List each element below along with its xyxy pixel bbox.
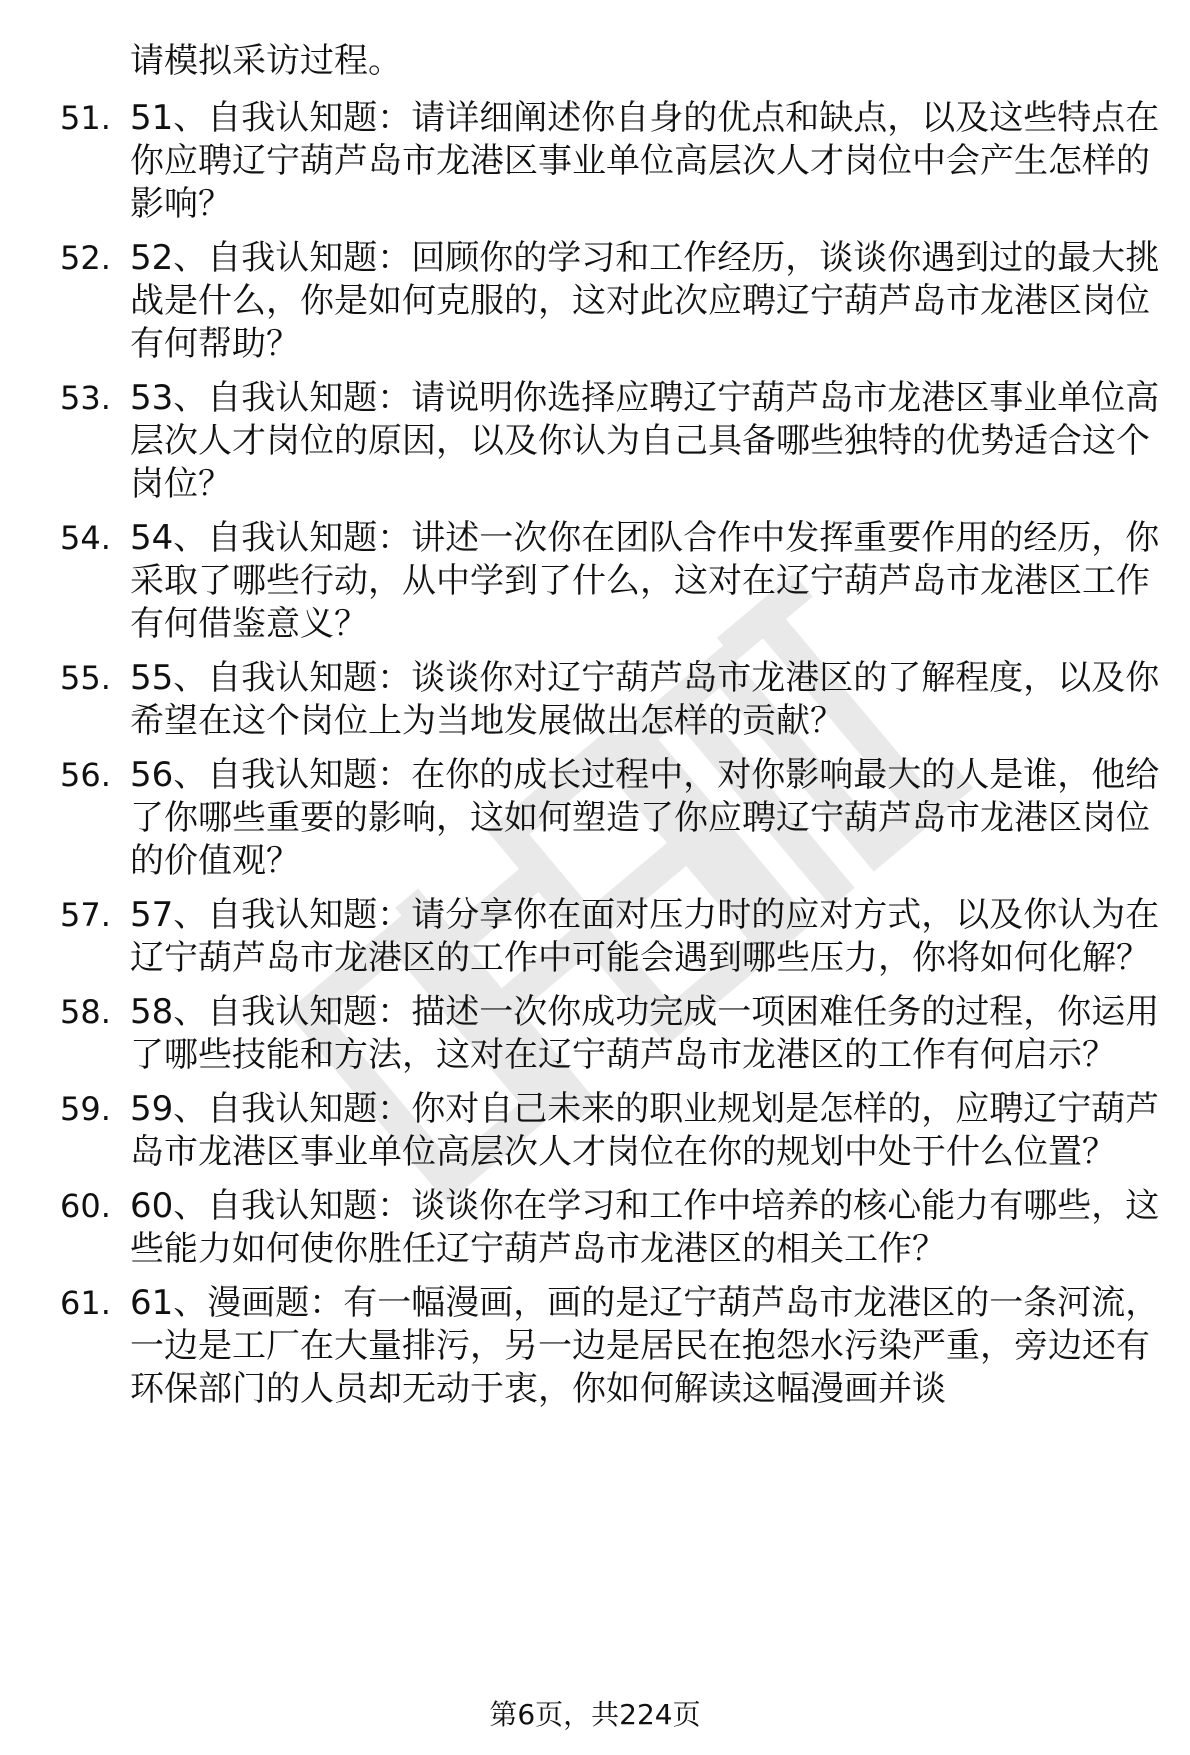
question-number: 61. (60, 1284, 111, 1322)
question-item (60, 894, 1160, 980)
question-item (60, 657, 1160, 743)
question-number: 59. (60, 1090, 111, 1128)
question-item (60, 1282, 1160, 1411)
question-item (60, 754, 1160, 883)
question-list (60, 97, 1160, 1411)
question-text: 53、自我认知题：请说明你选择应聘辽宁葫芦岛市龙港区事业单位高层次人才岗位的原因，以及你认为自己具备哪些独特的优势适合这个岗位？ (130, 378, 1160, 504)
question-number: 52. (60, 239, 111, 277)
page-footer: 第6页，共224页 (489, 1698, 701, 1731)
question-number: 60. (60, 1187, 111, 1225)
question-text: 59、自我认知题：你对自己未来的职业规划是怎样的，应聘辽宁葫芦岛市龙港区事业单位高层次人才岗位在你的规划中处于什么位置？ (130, 1089, 1160, 1172)
question-number: 57. (60, 896, 111, 934)
question-text: 56、自我认知题：在你的成长过程中，对你影响最大的人是谁，他给了你哪些重要的影响，这如何塑造了你应聘辽宁葫芦岛市龙港区岗位的价值观？ (130, 755, 1160, 881)
question-text: 51、自我认知题：请详细阐述你自身的优点和缺点，以及这些特点在你应聘辽宁葫芦岛市龙港区事业单位高层次人才岗位中会产生怎样的影响？ (130, 98, 1160, 224)
question-number: 51. (60, 99, 111, 137)
question-text: 61、漫画题：有一幅漫画，画的是辽宁葫芦岛市龙港区的一条河流，一边是工厂在大量排污，另一边是居民在抱怨水污染严重，旁边还有环保部门的人员却无动于衷，你如何解读这幅漫画并谈 (130, 1283, 1160, 1409)
question-text: 57、自我认知题：请分享你在面对压力时的应对方式，以及你认为在辽宁葫芦岛市龙港区的工作中可能会遇到哪些压力，你将如何化解？ (130, 895, 1160, 978)
question-item (60, 517, 1160, 646)
intro-text: 请模拟采访过程。 (130, 41, 402, 81)
question-text: 54、自我认知题：讲述一次你在团队合作中发挥重要作用的经历，你采取了哪些行动，从中学到了什么，这对在辽宁葫芦岛市龙港区工作有何借鉴意义？ (130, 518, 1160, 644)
question-number: 55. (60, 659, 111, 697)
question-text: 60、自我认知题：谈谈你在学习和工作中培养的核心能力有哪些，这些能力如何使你胜任辽宁葫芦岛市龙港区的相关工作？ (130, 1186, 1160, 1269)
question-item (60, 1185, 1160, 1271)
question-item (60, 1088, 1160, 1174)
document-body (60, 40, 1160, 1422)
question-text: 58、自我认知题：描述一次你成功完成一项困难任务的过程，你运用了哪些技能和方法，这对在辽宁葫芦岛市龙港区的工作有何启示？ (130, 992, 1160, 1075)
question-item (60, 991, 1160, 1077)
question-item (60, 237, 1160, 366)
question-item (60, 97, 1160, 226)
question-number: 56. (60, 756, 111, 794)
question-text: 52、自我认知题：回顾你的学习和工作经历，谈谈你遇到过的最大挑战是什么，你是如何克服的，这对此次应聘辽宁葫芦岛市龙港区岗位有何帮助？ (130, 238, 1160, 364)
question-text: 55、自我认知题：谈谈你对辽宁葫芦岛市龙港区的了解程度，以及你希望在这个岗位上为当地发展做出怎样的贡献？ (130, 658, 1160, 741)
question-item (60, 377, 1160, 506)
question-number: 58. (60, 993, 111, 1031)
question-number: 53. (60, 379, 111, 417)
question-number: 54. (60, 519, 111, 557)
